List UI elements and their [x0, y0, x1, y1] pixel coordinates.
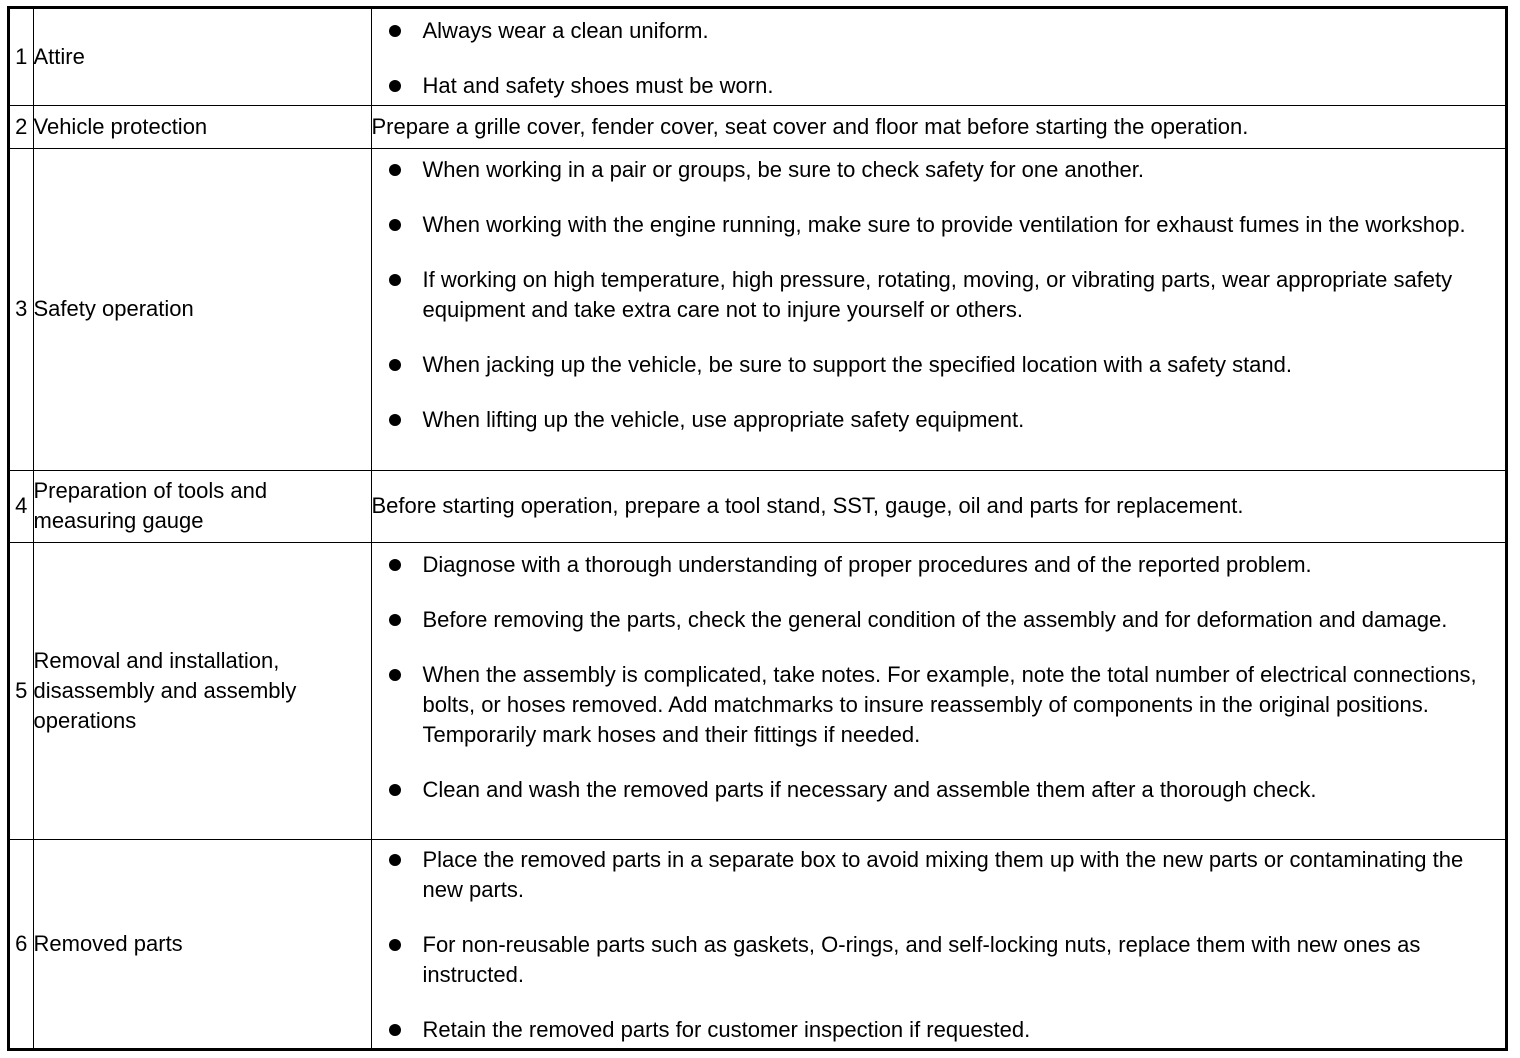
bullet-text: If working on high temperature, high pressure, rotating, moving, or vibrating parts, wear appropriate safety equipment and take extra care not to injure yourself or others.: [422, 266, 1453, 322]
table-row: [10, 542, 1505, 839]
bullet-icon: [389, 274, 401, 286]
bullet-text: When the assembly is complicated, take notes. For example, note the total number of electrical connections, bolts, or hoses removed. Add matchmarks to insure reassembly of components in the original positions. Temporarily mark hoses and their fittings if needed.: [422, 661, 1477, 747]
list-item: [372, 775, 1506, 805]
list-item: [372, 16, 1506, 46]
bullet-icon: [389, 784, 401, 796]
table-row: [10, 148, 1505, 470]
row-description: [371, 542, 1505, 839]
bullet-icon: [389, 1024, 401, 1036]
work-precautions-table: [10, 9, 1505, 1048]
row-number: 4: [10, 470, 33, 542]
bullet-text: Retain the removed parts for customer inspection if requested.: [422, 1016, 1031, 1042]
list-item: [372, 845, 1506, 905]
row-item-label: Removed parts: [33, 839, 371, 1048]
table-row: [10, 9, 1505, 105]
bullet-list: [372, 16, 1506, 101]
bullet-text: Hat and safety shoes must be worn.: [422, 73, 774, 98]
bullet-icon: [389, 164, 401, 176]
list-item: [372, 155, 1506, 185]
row-number: 6: [10, 839, 33, 1048]
description-text: Before starting operation, prepare a tool stand, SST, gauge, oil and parts for replacement.: [371, 493, 1244, 518]
row-description: [371, 148, 1505, 470]
row-description: [371, 105, 1505, 148]
bullet-icon: [389, 414, 401, 426]
bullet-list: [372, 845, 1506, 1045]
description-text: Prepare a grille cover, fender cover, seat cover and floor mat before starting the operation.: [371, 113, 1249, 139]
row-number: 3: [10, 148, 33, 470]
row-number: 2: [10, 105, 33, 148]
table-row: [10, 105, 1505, 148]
table-row: [10, 839, 1505, 1048]
list-item: [372, 605, 1506, 635]
row-description: [371, 470, 1505, 542]
row-description: [371, 9, 1505, 105]
bullet-list: [372, 550, 1506, 805]
list-item: [372, 550, 1506, 580]
bullet-icon: [389, 939, 401, 951]
bullet-text: When lifting up the vehicle, use appropriate safety equipment.: [422, 406, 1025, 432]
bullet-text: Diagnose with a thorough understanding of proper procedures and of the reported problem.: [422, 551, 1312, 577]
list-item: [372, 405, 1506, 435]
bullet-text: Before removing the parts, check the general condition of the assembly and for deformation and damage.: [422, 606, 1448, 632]
row-item-label: Removal and installation, disassembly and assembly operations: [33, 542, 371, 839]
bullet-text: When working with the engine running, make sure to provide ventilation for exhaust fumes in the workshop.: [422, 211, 1466, 237]
bullet-list: [372, 155, 1506, 435]
bullet-icon: [389, 614, 401, 626]
list-item: [372, 71, 1506, 101]
bullet-text: Clean and wash the removed parts if necessary and assemble them after a thorough check.: [422, 776, 1317, 802]
table-row: [10, 470, 1505, 542]
bullet-icon: [389, 219, 401, 231]
bullet-text: When jacking up the vehicle, be sure to support the specified location with a safety stand.: [422, 351, 1293, 377]
bullet-text: For non-reusable parts such as gaskets, O-rings, and self-locking nuts, replace them with new ones as instructed.: [422, 931, 1421, 987]
list-item: [372, 265, 1506, 325]
bullet-text: Always wear a clean uniform.: [422, 18, 709, 43]
work-precautions-table-frame: [7, 6, 1508, 1051]
list-item: [372, 930, 1506, 990]
bullet-icon: [389, 80, 401, 92]
list-item: [372, 350, 1506, 380]
list-item: [372, 1015, 1506, 1045]
row-description: [371, 839, 1505, 1048]
row-number: 5: [10, 542, 33, 839]
row-item-label: Preparation of tools and measuring gauge: [33, 470, 371, 542]
list-item: [372, 660, 1506, 750]
row-item-label: Safety operation: [33, 148, 371, 470]
row-number: 1: [10, 9, 33, 105]
bullet-icon: [389, 559, 401, 571]
bullet-text: Place the removed parts in a separate box to avoid mixing them up with the new parts or contaminating the new parts.: [422, 846, 1464, 902]
bullet-icon: [389, 25, 401, 37]
bullet-text: When working in a pair or groups, be sure to check safety for one another.: [422, 156, 1145, 182]
bullet-icon: [389, 359, 401, 371]
bullet-icon: [389, 854, 401, 866]
row-item-label: Vehicle protection: [33, 105, 371, 148]
bullet-icon: [389, 669, 401, 681]
list-item: [372, 210, 1506, 240]
row-item-label: Attire: [33, 9, 371, 105]
